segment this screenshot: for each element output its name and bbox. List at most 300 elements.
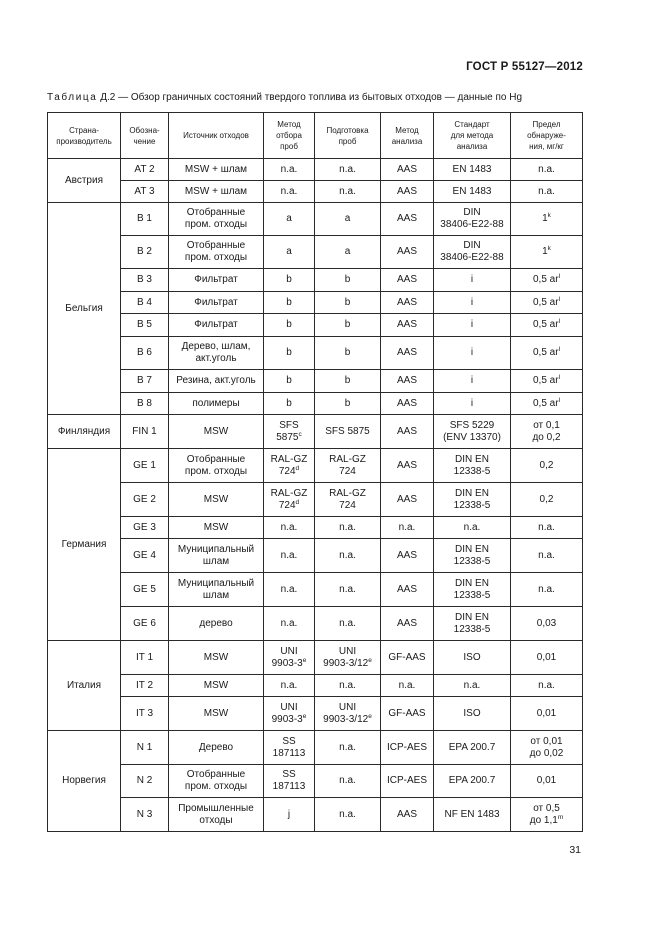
source-cell xyxy=(169,337,264,370)
limit-cell xyxy=(511,731,583,765)
sampling-cell xyxy=(264,697,315,731)
standard-cell xyxy=(434,236,511,269)
code-cell xyxy=(121,539,169,573)
code-cell-text: B 1 xyxy=(136,213,152,224)
method-cell xyxy=(381,159,434,181)
code-cell xyxy=(121,181,169,203)
method-cell-text: AAS xyxy=(396,425,417,437)
standard-cell xyxy=(434,607,511,641)
table-row xyxy=(48,483,583,517)
source-cell xyxy=(169,236,264,269)
limit-cell xyxy=(511,449,583,483)
sampling-cell-text: b xyxy=(286,274,292,285)
standard-cell-text: DIN EN 12338-5 xyxy=(453,577,491,601)
source-cell xyxy=(169,415,264,449)
limit-cell xyxy=(511,607,583,641)
standard-cell xyxy=(434,573,511,607)
sampling-cell xyxy=(264,675,315,697)
limit-cell-text: n.a. xyxy=(538,549,555,561)
footnote-marker: l xyxy=(558,396,561,404)
prep-cell-text: n.a. xyxy=(339,549,356,561)
source-cell-text: полимеры xyxy=(192,397,240,409)
table-row xyxy=(48,415,583,449)
sampling-cell xyxy=(264,539,315,573)
table-caption xyxy=(47,92,522,103)
prep-cell-text: UNI 9903-3/12 xyxy=(323,701,369,725)
method-cell xyxy=(381,517,434,539)
source-cell-text: Отобранные пром. отходы xyxy=(184,453,248,477)
code-cell-text: B 6 xyxy=(136,347,152,358)
table-row xyxy=(48,370,583,393)
code-cell-text: N 1 xyxy=(136,741,153,753)
source-cell-text: MSW + шлам xyxy=(184,163,248,175)
standard-cell-text: DIN EN 12338-5 xyxy=(453,453,491,477)
header-cell-sampling: Метод отбора проб xyxy=(264,113,315,159)
prep-cell-text: b xyxy=(344,397,351,409)
sampling-cell-text: RAL-GZ 724 xyxy=(270,453,308,477)
code-cell xyxy=(121,393,169,415)
source-cell-text: Отобранные пром. отходы xyxy=(184,769,248,792)
limit-cell-text: n.a. xyxy=(538,583,555,595)
code-cell xyxy=(121,765,169,798)
code-cell-text: B 8 xyxy=(136,397,152,409)
code-cell-text: GE 6 xyxy=(133,617,156,629)
limit-cell xyxy=(511,483,583,517)
code-cell-text: GE 1 xyxy=(133,459,156,471)
code-cell-text: IT 1 xyxy=(135,651,154,663)
sampling-cell xyxy=(264,607,315,641)
prep-cell xyxy=(315,370,381,393)
source-cell-text: MSW xyxy=(203,679,229,691)
source-cell xyxy=(169,573,264,607)
table-row xyxy=(48,314,583,337)
sampling-cell xyxy=(264,517,315,539)
method-cell-text: ICP-AES xyxy=(386,775,427,786)
code-cell-text: N 2 xyxy=(136,775,153,786)
country-cell: Финляндия xyxy=(48,415,121,449)
method-cell-text: ICP-AES xyxy=(386,741,427,753)
limit-cell-text: от 0,1 до 0,2 xyxy=(532,419,561,443)
code-cell xyxy=(121,449,169,483)
source-cell-text: MSW + шлам xyxy=(184,185,248,197)
method-cell-text: AAS xyxy=(396,185,417,197)
code-cell xyxy=(121,203,169,236)
method-cell xyxy=(381,337,434,370)
sampling-cell xyxy=(264,798,315,832)
method-cell xyxy=(381,449,434,483)
standard-cell-text: i xyxy=(470,296,474,308)
limit-cell-text: n.a. xyxy=(538,163,555,175)
prep-cell-text: n.a. xyxy=(339,679,356,691)
prep-cell-text: a xyxy=(344,246,351,257)
footnote-marker: l xyxy=(558,346,561,353)
limit-cell xyxy=(511,314,583,337)
table-row xyxy=(48,337,583,370)
limit-cell xyxy=(511,697,583,731)
standard-cell xyxy=(434,539,511,573)
method-cell xyxy=(381,731,434,765)
source-cell-text: MSW xyxy=(203,707,229,719)
method-cell-text: AAS xyxy=(396,347,417,358)
header-cell-limit: Предел обнаруже- ния, мг/кг xyxy=(511,113,583,159)
code-cell xyxy=(121,573,169,607)
limit-cell xyxy=(511,765,583,798)
source-cell xyxy=(169,483,264,517)
limit-cell-text: 0,01 xyxy=(536,707,557,719)
prep-cell xyxy=(315,731,381,765)
sampling-cell xyxy=(264,203,315,236)
caption-text: — Обзор граничных состояний твердого топлива из бытовых отходов — данные по Hg xyxy=(115,92,523,103)
prep-cell-text: SFS 5875 xyxy=(325,425,370,437)
standard-cell-text: n.a. xyxy=(463,521,481,533)
source-cell-text: MSW xyxy=(203,651,229,663)
prep-cell-text: n.a. xyxy=(339,163,356,175)
prep-cell xyxy=(315,675,381,697)
prep-cell-text: a xyxy=(344,213,351,224)
code-cell xyxy=(121,675,169,697)
limit-cell-text: 0,5 ar xyxy=(532,274,559,285)
header-cell-country: Страна- производитель xyxy=(48,113,121,159)
table-row xyxy=(48,393,583,415)
limit-cell xyxy=(511,337,583,370)
limit-cell xyxy=(511,641,583,675)
standard-cell xyxy=(434,798,511,832)
prep-cell xyxy=(315,292,381,314)
footnote-marker: l xyxy=(558,273,561,280)
table-row xyxy=(48,236,583,269)
sampling-cell-text: b xyxy=(286,397,292,409)
method-cell-text: GF-AAS xyxy=(388,651,426,663)
table-row xyxy=(48,449,583,483)
method-cell xyxy=(381,393,434,415)
limit-cell-text: 0,03 xyxy=(536,617,557,629)
limit-cell xyxy=(511,573,583,607)
footnote-marker: e xyxy=(368,712,372,720)
sampling-cell-text: b xyxy=(286,296,292,308)
method-cell-text: AAS xyxy=(396,583,417,595)
sampling-cell-text: a xyxy=(286,213,292,224)
source-cell xyxy=(169,697,264,731)
method-cell xyxy=(381,765,434,798)
prep-cell-text: b xyxy=(344,319,351,330)
prep-cell-text: b xyxy=(344,274,351,285)
table-row xyxy=(48,697,583,731)
method-cell-text: AAS xyxy=(396,808,417,820)
footnote-marker: e xyxy=(368,656,372,664)
method-cell-text: AAS xyxy=(396,163,417,175)
method-cell xyxy=(381,292,434,314)
hg-data-table xyxy=(47,112,583,832)
source-cell xyxy=(169,607,264,641)
limit-cell-text: 0,5 ar xyxy=(532,347,559,358)
sampling-cell xyxy=(264,641,315,675)
footnote-marker: d xyxy=(295,464,300,472)
code-cell xyxy=(121,641,169,675)
method-cell-text: GF-AAS xyxy=(388,707,426,719)
code-cell-text: IT 3 xyxy=(135,707,154,719)
method-cell xyxy=(381,573,434,607)
method-cell xyxy=(381,539,434,573)
code-cell xyxy=(121,483,169,517)
sampling-cell xyxy=(264,765,315,798)
method-cell xyxy=(381,607,434,641)
source-cell-text: Муниципальный шлам xyxy=(177,577,255,601)
limit-cell xyxy=(511,675,583,697)
standard-cell-text: i xyxy=(470,397,474,409)
source-cell-text: Дерево xyxy=(198,741,234,753)
limit-cell xyxy=(511,517,583,539)
standard-cell xyxy=(434,415,511,449)
standard-cell xyxy=(434,203,511,236)
limit-cell-text: 0,2 xyxy=(539,459,554,471)
code-cell-text: AT 2 xyxy=(134,163,155,175)
method-cell xyxy=(381,269,434,292)
source-cell xyxy=(169,203,264,236)
sampling-cell xyxy=(264,236,315,269)
source-cell xyxy=(169,641,264,675)
standard-cell xyxy=(434,731,511,765)
method-cell xyxy=(381,641,434,675)
method-cell-text: AAS xyxy=(396,213,417,224)
country-cell: Австрия xyxy=(48,159,121,203)
source-cell-text: Фильтрат xyxy=(194,296,238,308)
footnote-marker: e xyxy=(302,712,307,720)
sampling-cell xyxy=(264,159,315,181)
standard-cell-text: DIN EN 12338-5 xyxy=(453,487,491,511)
sampling-cell xyxy=(264,370,315,393)
footnote-marker: c xyxy=(298,430,302,438)
source-cell xyxy=(169,731,264,765)
prep-cell xyxy=(315,539,381,573)
standard-cell-text: DIN EN 12338-5 xyxy=(453,611,491,635)
source-cell-text: Фильтрат xyxy=(194,319,238,330)
prep-cell xyxy=(315,607,381,641)
limit-cell-text: 0,5 ar xyxy=(532,397,559,409)
code-cell xyxy=(121,236,169,269)
code-cell-text: GE 2 xyxy=(133,493,156,505)
table-row xyxy=(48,517,583,539)
prep-cell-text: n.a. xyxy=(339,775,356,786)
limit-cell xyxy=(511,370,583,393)
code-cell xyxy=(121,517,169,539)
sampling-cell-text: SS 187113 xyxy=(272,735,306,759)
code-cell-text: B 4 xyxy=(136,296,152,308)
header-cell-prep: Подготовка проб xyxy=(315,113,381,159)
table-row xyxy=(48,181,583,203)
limit-cell xyxy=(511,798,583,832)
limit-cell-text: 1 xyxy=(542,213,548,224)
method-cell xyxy=(381,314,434,337)
standard-cell-text: EN 1483 xyxy=(452,163,492,175)
table-row xyxy=(48,573,583,607)
method-cell-text: AAS xyxy=(396,274,417,285)
sampling-cell xyxy=(264,573,315,607)
sampling-cell-text: b xyxy=(286,319,292,330)
header-row xyxy=(48,113,583,159)
sampling-cell-text: a xyxy=(286,246,292,257)
sampling-cell xyxy=(264,415,315,449)
standard-cell xyxy=(434,292,511,314)
sampling-cell-text: n.a. xyxy=(280,521,298,533)
prep-cell xyxy=(315,483,381,517)
code-cell xyxy=(121,292,169,314)
prep-cell-text: n.a. xyxy=(339,617,356,629)
method-cell-text: AAS xyxy=(396,375,417,386)
standard-cell-text: SFS 5229 (ENV 13370) xyxy=(443,419,501,443)
footnote-marker: k xyxy=(547,212,551,219)
limit-cell-text: 0,2 xyxy=(539,493,554,505)
standard-cell xyxy=(434,765,511,798)
method-cell xyxy=(381,697,434,731)
sampling-cell xyxy=(264,181,315,203)
code-cell xyxy=(121,607,169,641)
prep-cell xyxy=(315,337,381,370)
source-cell-text: MSW xyxy=(203,493,229,505)
prep-cell-text: RAL-GZ 724 xyxy=(329,453,366,477)
caption-label: Таблица xyxy=(47,92,98,103)
code-cell xyxy=(121,337,169,370)
country-cell: Норвегия xyxy=(48,731,121,832)
code-cell xyxy=(121,697,169,731)
sampling-cell xyxy=(264,292,315,314)
sampling-cell-text: n.a. xyxy=(280,617,298,629)
method-cell-text: AAS xyxy=(396,549,417,561)
method-cell-text: AAS xyxy=(396,319,417,330)
table-row xyxy=(48,607,583,641)
prep-cell-text: n.a. xyxy=(339,741,356,753)
code-cell xyxy=(121,159,169,181)
standard-cell-text: i xyxy=(470,274,474,285)
standard-cell-text: DIN EN 12338-5 xyxy=(453,543,491,567)
standard-cell-text: DIN 38406-E22-88 xyxy=(440,240,504,263)
standard-cell xyxy=(434,697,511,731)
limit-cell xyxy=(511,159,583,181)
sampling-cell xyxy=(264,449,315,483)
code-cell-text: B 3 xyxy=(136,274,152,285)
limit-cell-text: от 0,5 до 1,1 xyxy=(529,802,560,826)
table-row xyxy=(48,798,583,832)
prep-cell xyxy=(315,641,381,675)
limit-cell xyxy=(511,539,583,573)
sampling-cell-text: RAL-GZ 724 xyxy=(270,487,308,511)
prep-cell xyxy=(315,203,381,236)
source-cell xyxy=(169,517,264,539)
table-row xyxy=(48,731,583,765)
source-cell-text: Муниципальный шлам xyxy=(177,543,255,567)
standard-cell xyxy=(434,337,511,370)
method-cell-text: AAS xyxy=(396,493,417,505)
caption-number: Д.2 xyxy=(97,92,116,103)
source-cell-text: дерево xyxy=(199,617,233,629)
code-cell xyxy=(121,269,169,292)
code-cell-text: B 2 xyxy=(136,246,152,257)
method-cell-text: AAS xyxy=(396,246,417,257)
method-cell xyxy=(381,675,434,697)
standard-cell xyxy=(434,675,511,697)
standard-cell xyxy=(434,314,511,337)
limit-cell-text: n.a. xyxy=(538,679,555,691)
sampling-cell-text: n.a. xyxy=(280,583,298,595)
code-cell xyxy=(121,370,169,393)
code-cell-text: GE 4 xyxy=(133,549,156,561)
code-cell xyxy=(121,731,169,765)
sampling-cell xyxy=(264,483,315,517)
table-row xyxy=(48,641,583,675)
table-row xyxy=(48,539,583,573)
code-cell-text: N 3 xyxy=(136,808,153,820)
source-cell xyxy=(169,798,264,832)
code-cell-text: B 7 xyxy=(136,375,152,386)
limit-cell xyxy=(511,393,583,415)
code-cell xyxy=(121,314,169,337)
standard-cell-text: n.a. xyxy=(463,679,481,691)
method-cell xyxy=(381,181,434,203)
method-cell-text: AAS xyxy=(396,617,417,629)
prep-cell xyxy=(315,159,381,181)
sampling-cell-text: b xyxy=(286,375,292,386)
table-row xyxy=(48,159,583,181)
source-cell xyxy=(169,449,264,483)
limit-cell xyxy=(511,292,583,314)
method-cell xyxy=(381,415,434,449)
standard-cell-text: i xyxy=(470,347,474,358)
standard-cell xyxy=(434,641,511,675)
table-row xyxy=(48,765,583,798)
prep-cell xyxy=(315,449,381,483)
prep-cell xyxy=(315,236,381,269)
standard-cell-text: i xyxy=(470,319,474,330)
limit-cell-text: 0,01 xyxy=(536,651,557,663)
header-cell-code: Обозна- чение xyxy=(121,113,169,159)
standard-cell-text: i xyxy=(470,375,474,386)
code-cell-text: AT 3 xyxy=(134,185,155,197)
limit-cell-text: 0,5 ar xyxy=(532,319,559,330)
standard-cell xyxy=(434,483,511,517)
country-cell: Италия xyxy=(48,641,121,731)
table-body xyxy=(48,159,583,832)
prep-cell xyxy=(315,798,381,832)
sampling-cell xyxy=(264,731,315,765)
table-row xyxy=(48,269,583,292)
header-cell-standard: Стандарт для метода анализа xyxy=(434,113,511,159)
table-row xyxy=(48,203,583,236)
prep-cell xyxy=(315,393,381,415)
source-cell-text: Резина, акт.уголь xyxy=(176,375,256,386)
sampling-cell-text: UNI 9903-3 xyxy=(271,701,303,725)
limit-cell xyxy=(511,203,583,236)
prep-cell-text: b xyxy=(344,296,351,308)
standard-cell xyxy=(434,449,511,483)
standard-cell xyxy=(434,181,511,203)
source-cell xyxy=(169,675,264,697)
source-cell xyxy=(169,393,264,415)
source-cell xyxy=(169,181,264,203)
limit-cell-text: 1 xyxy=(542,246,548,257)
standard-cell-text: ISO xyxy=(463,651,481,663)
country-cell: Бельгия xyxy=(48,203,121,415)
document-code: ГОСТ Р 55127—2012 xyxy=(466,61,583,73)
method-cell xyxy=(381,236,434,269)
source-cell xyxy=(169,269,264,292)
code-cell-text: GE 5 xyxy=(133,583,156,595)
sampling-cell xyxy=(264,393,315,415)
standard-cell xyxy=(434,269,511,292)
standard-cell-text: ISO xyxy=(463,707,481,719)
limit-cell-text: 0,01 xyxy=(536,775,557,786)
footnote-marker: m xyxy=(557,813,564,821)
sampling-cell-text: j xyxy=(287,808,291,820)
limit-cell xyxy=(511,269,583,292)
